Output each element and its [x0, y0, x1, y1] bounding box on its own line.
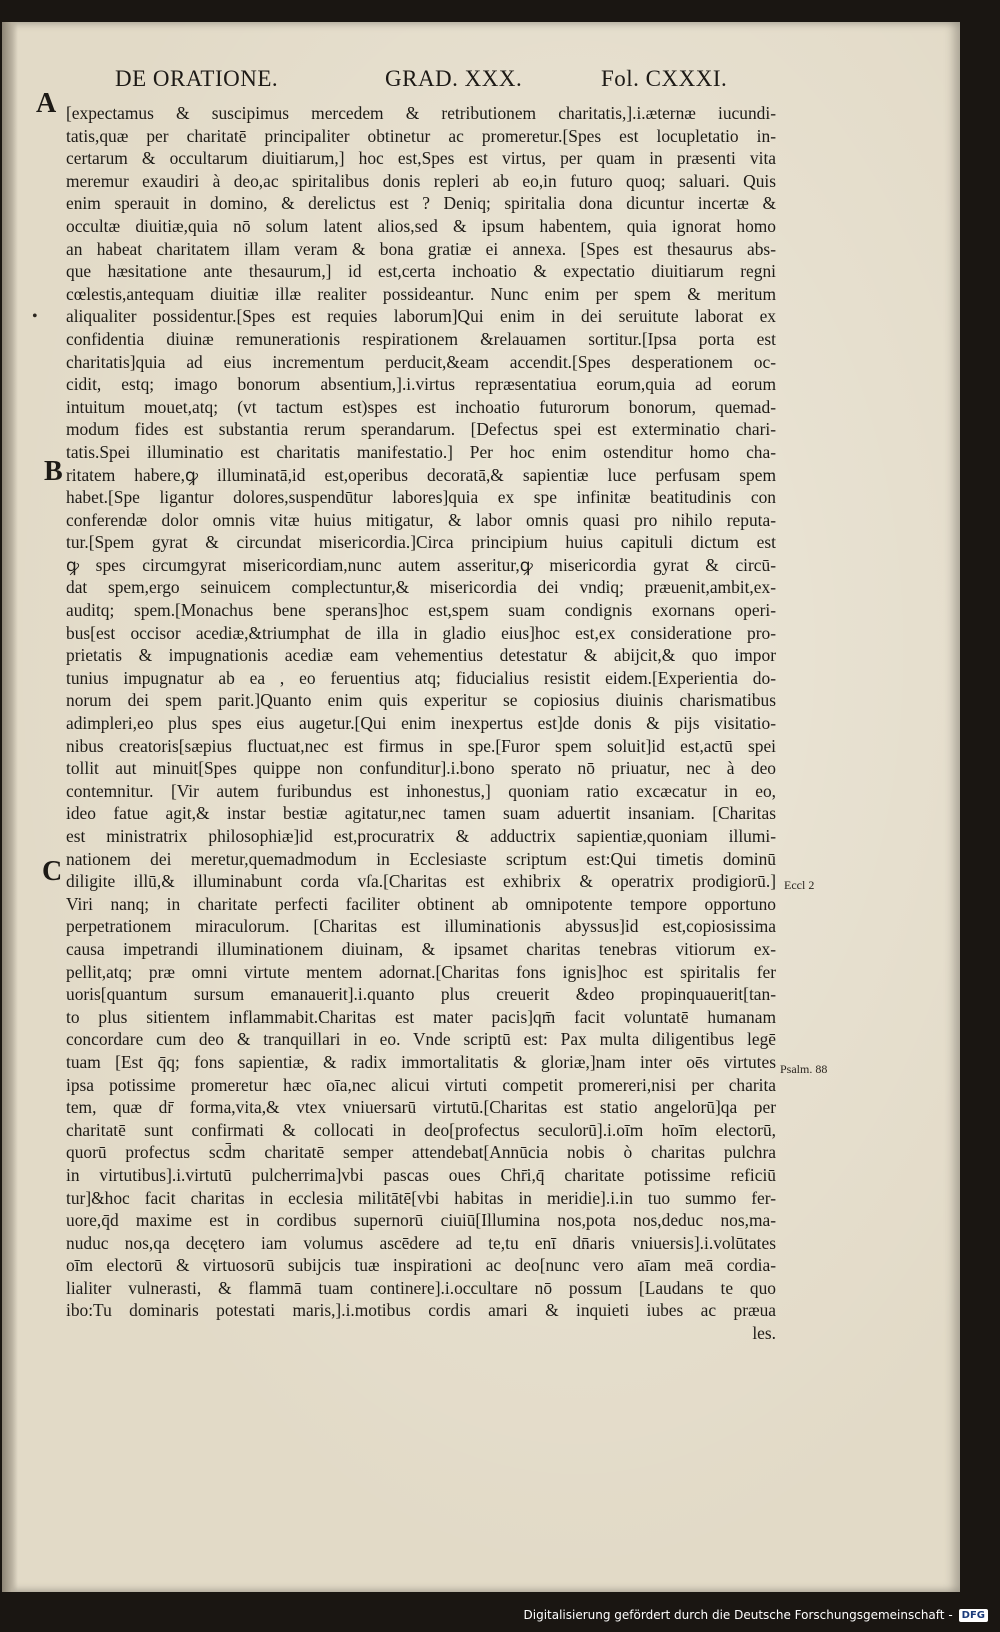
text-line: [expectamus & suscipimus mercedem & retributionem charitatis,].i.æternæ iucundi-: [66, 103, 776, 123]
marginal-letter-c: C: [42, 856, 63, 887]
text-line: perpetrationem miraculorum. [Charitas est illuminationis abyssus]id est,copiosissima: [66, 916, 776, 937]
text-line: tollit aut minuit[Spes quippe non confunditur].i.bono sperato nō priuatur, nec à deo: [66, 758, 776, 779]
text-line: charitatis]quia ad eius incrementum perducit,&eam accendit.[Spes desperationem oc-: [66, 351, 776, 372]
side-note-eccl: Eccl 2: [784, 878, 815, 892]
text-line: meremur exaudiri à deo,ac spiritalibus donis repleri ab eo,in futuro quoq; saluari. Quis: [66, 170, 776, 191]
text-line: tuam [Est q̄q; fons sapientiæ, & radix immortalitatis & gloriæ,]nam inter oēs virtutes: [66, 1051, 776, 1072]
text-line: cœlestis,antequam diuitiæ illæ realiter possideantur. Nunc enim per spem & meritum: [66, 283, 776, 304]
text-line: causa impetrandi illuminationem diuinam, & ipsamet charitas tenebras vitiorum ex-: [66, 938, 776, 959]
text-line: tatis,quæ per charitatē principaliter obtinetur ac promeretur.[Spes est locupletatio in-: [66, 125, 776, 146]
text-line: tatis.Spei illuminatio est charitatis manifestatio.] Per hoc enim ostenditur homo cha-: [66, 441, 776, 462]
margin-dot: •: [32, 308, 38, 325]
footer-credit: Digitalisierung gefördert durch die Deutsche Forschungsgemeinschaft -: [523, 1608, 953, 1622]
text-line: ideo fatue agit,& instar bestiæ agitatur,nec tamen suam aduertit insaniam. [Charitas: [66, 803, 776, 824]
text-line: norum dei spem parit.]Quanto enim quis experitur se copiosius diuinis charismatibus: [66, 690, 776, 711]
text-line: confidentia diuinæ remunerationis respirationem &relauamen sortitur.[Ipsa porta est: [66, 328, 776, 349]
text-line: ritatem habere,ꝙ illuminatā,id est,operibus decoratā,& sapientiæ luce perfusam spem: [66, 464, 776, 485]
text-line: nuduc nos,qa decętero iam volumus ascēdere ad te,tu enī dn̄aris vniuersis].i.volūtates: [66, 1232, 776, 1253]
book-page: [2, 22, 960, 1592]
text-line: occultæ diuitiæ,quia nō solum latent alios,sed & ipsum habentem, quia ignorat homo: [66, 215, 776, 236]
text-line: oīm electorū & virtuosorū subijcis tuæ inspirationi ac deo[nunc vero aīam meā cordia-: [66, 1255, 776, 1276]
text-line: tem, quæ dr̄ forma,vita,& vtex vniuersarū virtutū.[Charitas est statio angelorū]qa per: [66, 1097, 776, 1118]
text-line: concordare cum deo & tranquillari in eo. Vnde scriptū est: Pax multa diligentibus legē: [66, 1029, 776, 1050]
marginal-letter-b: B: [44, 456, 63, 487]
text-line: Viri nanq; in charitate perfecti faciliter obtinent ab omnipotente tempore opportuno: [66, 893, 776, 914]
text-line: auditq; spem.[Monachus bene sperans]hoc est,spem suam condignis exornans operi-: [66, 600, 776, 621]
text-line: in virtutibus].i.virtutū pulcherrima]vbi pascas oues Chr̄i,q̄ charitate potissime reficiū: [66, 1164, 776, 1185]
text-line: certarum & occultarum diuitiarum,] hoc est,Spes est virtus, per quam in præsenti vita: [66, 148, 776, 169]
text-line: contemnitur. [Vir autem furibundus est inhonestus,] quoniam ratio excæcatur in eo,: [66, 780, 776, 801]
text-line: tunius impugnatur ab ea , eo feruentius atq; fiducialius resistit eidem.[Experientia do-: [66, 667, 776, 688]
page-binding-shadow: [2, 22, 18, 1592]
text-line: enim sperauit in domino, & derelictus est ? Deniq; spiritalia dona dicuntur incertæ &: [66, 193, 776, 214]
text-line: ꝙ spes circumgyrat misericordiam,nunc autem asseritur,ꝙ misericordia gyrat & circū-: [66, 554, 776, 575]
side-note-psalm: Psalm. 88: [780, 1062, 828, 1076]
text-line: aliqualiter possidentur.[Spes est requies laborum]Qui enim in dei seruitute laborat ex: [66, 306, 776, 327]
text-line: dat spem,ergo seinuicem complectuntur,& misericordia dei vndiq; præuenit,ambit,ex-: [66, 577, 776, 598]
text-line: habet.[Spe ligantur dolores,suspendūtur labores]quia ex spe infinitæ beatitudinis con: [66, 487, 776, 508]
marginal-letter-a: A: [36, 88, 57, 119]
text-line: que hæsitatione ante thesaurum,] id est,certa inchoatio & expectatio diuitiarum regni: [66, 261, 776, 282]
text-line: les.: [752, 1323, 776, 1344]
header-grade: GRAD. XXX.: [385, 66, 523, 91]
text-line: uoris[quantum sursum emanauerit].i.quanto plus creuerit &deo propinquauerit[tan-: [66, 984, 776, 1005]
main-text-block: [66, 102, 776, 1345]
text-line: an habeat charitatem illam veram & bona gratiæ ei annexa. [Spes est thesaurus abs-: [66, 238, 776, 259]
text-line: tur.[Spem gyrat & circundat misericordia.]Circa principium huius capituli dictum est: [66, 532, 776, 553]
running-header: [115, 66, 765, 96]
digitization-footer: [524, 1606, 989, 1624]
text-line: intuitum mouet,atq; (vt tactum est)spes est inchoatio futurorum bonorum, quemad-: [66, 396, 776, 417]
text-line: uore,q̄d maxime est in cordibus supernorū ciuiū[Illumina nos,pota nos,deduc nos,ma-: [66, 1210, 776, 1231]
text-line: ibo:Tu dominaris potestati maris,].i.motibus cordis amari & inquieti iubes ac præua: [66, 1300, 776, 1321]
text-line: to plus sitientem inflammabit.Charitas est mater pacis]qm̄ facit voluntatē humanam: [66, 1006, 776, 1027]
text-line: charitatē sunt confirmati & collocati in deo[profectus seculorū].i.oīm hoīm electorū,: [66, 1119, 776, 1140]
text-line: cidit, estq; imago bonorum absentium,].i.virtus repræsentatiua eorum,quia ad eorum: [66, 374, 776, 395]
text-line: tur]&hoc facit charitas in ecclesia militātē[vbi habitas in meridie].i.in tuo summo fer-: [66, 1187, 776, 1208]
text-line: nibus creatoris[sæpius fluctuat,nec est firmus in spe.[Furor spem soluit]id est,actū spei: [66, 735, 776, 756]
text-line: lialiter vulnerasti, & flammā tuam continere].i.occultare nō possum [Laudans te quo: [66, 1277, 776, 1298]
text-line: diligite illū,& illuminabunt corda vſa.[Charitas est exhibrix & operatrix prodigiorū.]: [66, 871, 776, 892]
text-line: prietatis & impugnationis acediæ eam vehementius detestatur & abijcit,& quo impor: [66, 645, 776, 666]
dfg-logo: DFG: [959, 1609, 988, 1622]
text-line: nationem dei meretur,quemadmodum in Ecclesiaste scriptum est:Qui timetis dominū: [66, 848, 776, 869]
text-line: adimpleri,eo plus spes eius augetur.[Qui enim inexpertus est]de donis & pijs visitatio-: [66, 713, 776, 734]
text-line: conferendæ dolor omnis vitæ huius mitigatur, & labor omnis quasi pro nihilo reputa-: [66, 509, 776, 530]
text-line: bus[est occisor acediæ,&triumphat de illa in gladio eius]hoc est,ex consideratione pro-: [66, 622, 776, 643]
header-title: DE ORATIONE.: [115, 66, 279, 91]
header-folio: Fol. CXXXI.: [601, 66, 728, 91]
text-line: est ministratrix philosophiæ]id est,procuratrix & adductrix sapientiæ,quoniam illumi-: [66, 826, 776, 846]
text-line: quorū profectus scd̄m charitatē semper attendebat[Annūcia nobis ò charitas pulchra: [66, 1142, 776, 1163]
text-line: modum fides est substantia rerum sperandarum. [Defectus spei est exterminatio chari-: [66, 419, 776, 440]
text-line: pellit,atq; præ omni virtute mentem adornat.[Charitas fons ignis]hoc est spiritalis fer: [66, 961, 776, 982]
text-line: ipsa potissime promeretur hæc oīa,nec alicui virtuti competit promereri,nisi per charita: [66, 1074, 776, 1095]
